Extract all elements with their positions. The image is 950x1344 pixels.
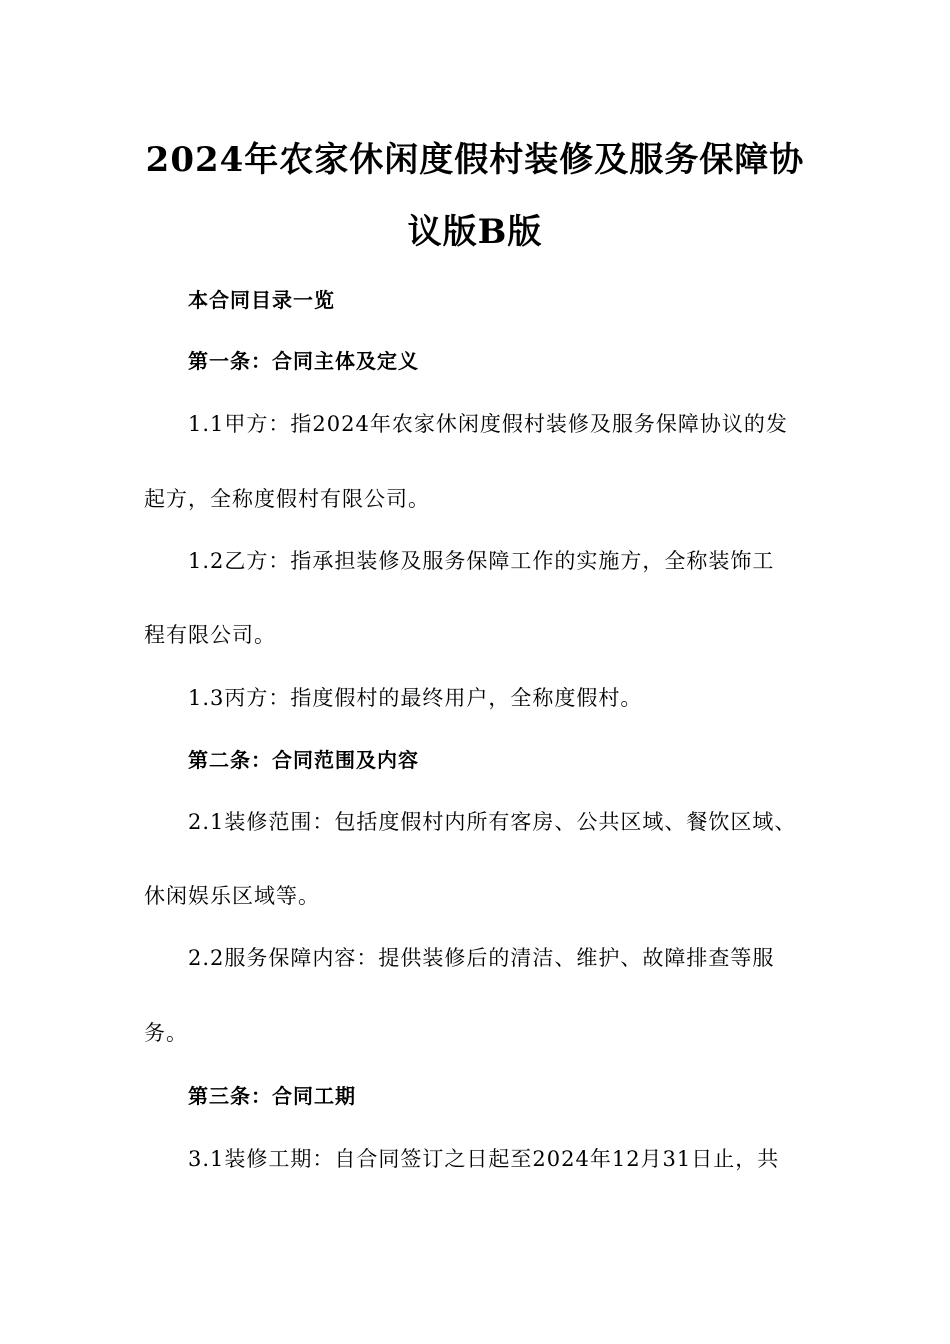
toc-heading: 本合同目录一览 (188, 288, 335, 312)
clause-1-1-line-2: 起方，全称度假村有限公司。 (144, 487, 430, 511)
clause-1-2-line-2: 程有限公司。 (144, 623, 276, 647)
clause-2-2-line-2: 务。 (144, 1021, 188, 1045)
clause-1-1-line-1: 1.1甲方：指2024年农家休闲度假村装修及服务保障协议的发 (188, 412, 788, 436)
clause-1-2-line-1: 1.2乙方：指承担装修及服务保障工作的实施方，全称装饰工 (188, 549, 775, 573)
clause-1-3-line-1: 1.3丙方：指度假村的最终用户，全称度假村。 (188, 686, 643, 710)
clause-3-1-line-1: 3.1装修工期：自合同签订之日起至2024年12月31日止，共 (188, 1147, 780, 1171)
document-title-line-1: 2024年农家休闲度假村装修及服务保障协 (145, 140, 805, 180)
section-heading-3: 第三条：合同工期 (188, 1084, 356, 1108)
document-title-line-2: 议版B版 (407, 212, 543, 252)
clause-2-1-line-1: 2.1装修范围：包括度假村内所有客房、公共区域、餐饮区域、 (188, 810, 797, 834)
clause-2-2-line-1: 2.2服务保障内容：提供装修后的清洁、维护、故障排查等服 (188, 946, 775, 970)
section-heading-1: 第一条：合同主体及定义 (188, 349, 419, 373)
section-heading-2: 第二条：合同范围及内容 (188, 748, 419, 772)
clause-2-1-line-2: 休闲娱乐区域等。 (144, 884, 320, 908)
